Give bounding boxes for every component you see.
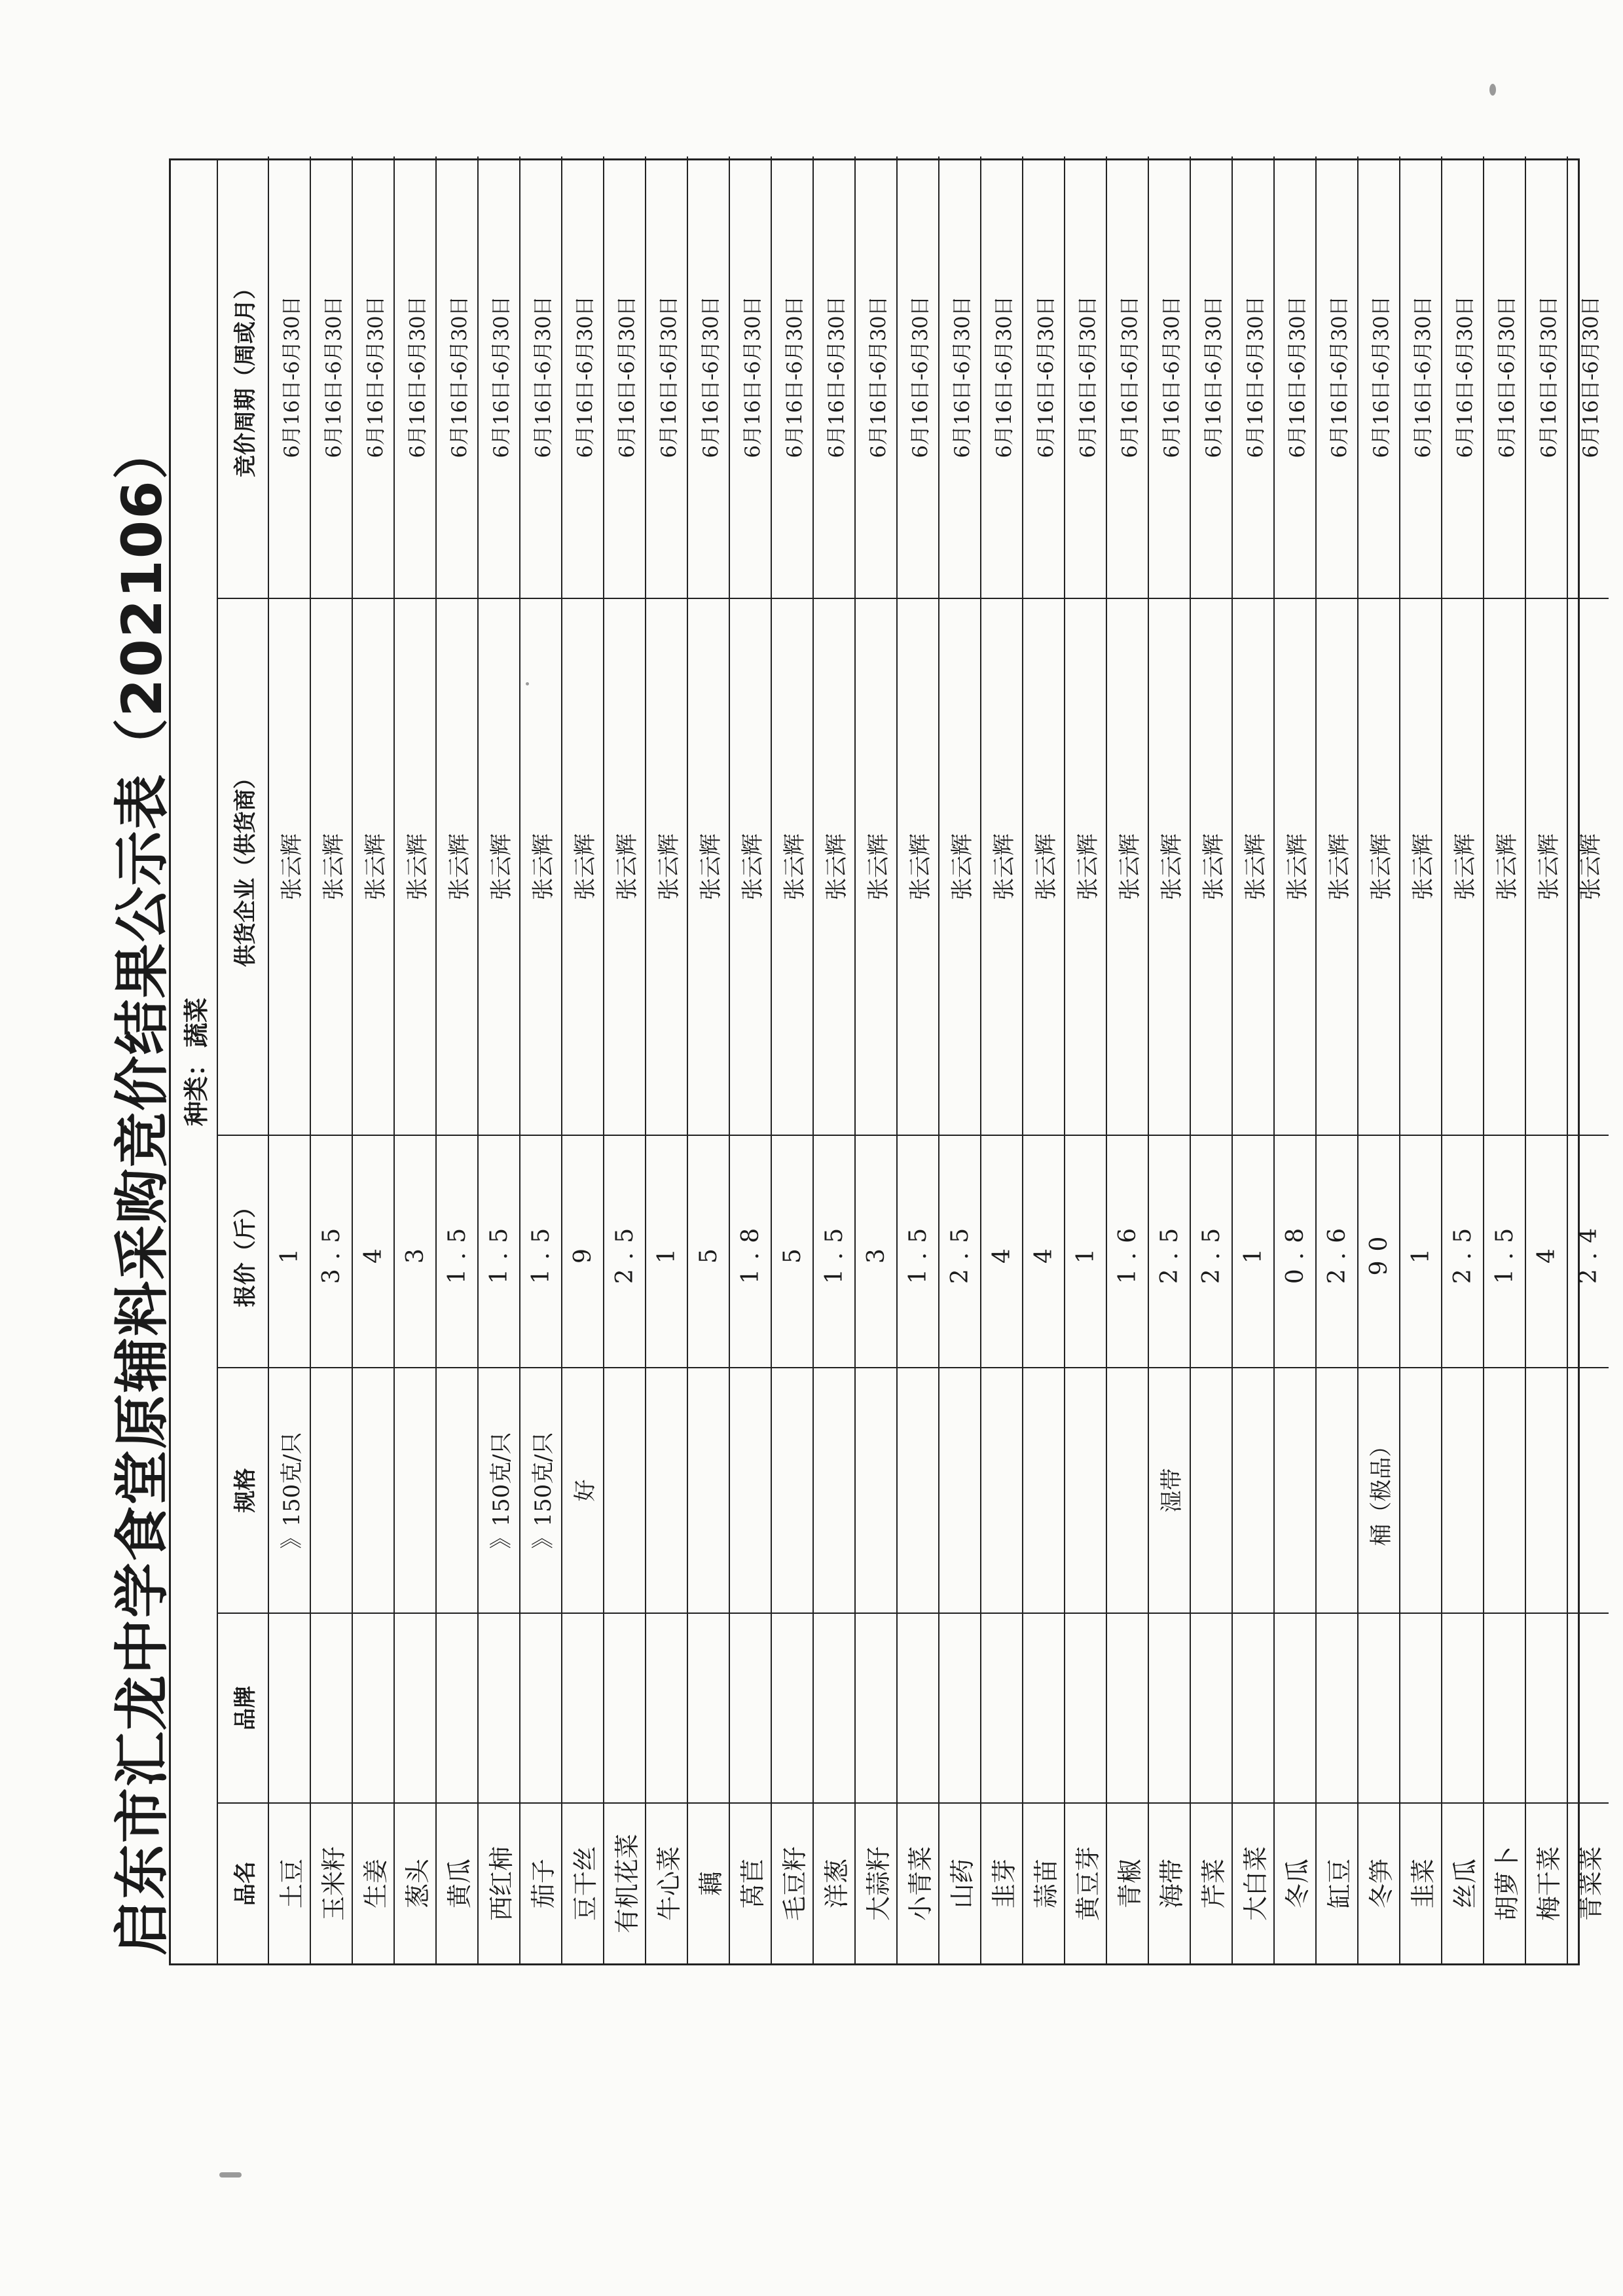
table-body	[268, 156, 1609, 1963]
cell-name: 冬瓜	[1274, 1803, 1316, 1963]
cell-spec: 好	[562, 1368, 604, 1613]
cell-period: 6月16日-6月30日	[855, 156, 897, 598]
cell-brand	[436, 1613, 478, 1803]
cell-brand	[646, 1613, 687, 1803]
cell-supplier: 张云辉	[268, 598, 310, 1135]
header-spec: 规格	[218, 1368, 268, 1613]
cell-brand	[562, 1613, 604, 1803]
cell-period: 6月16日-6月30日	[1400, 156, 1442, 598]
cell-supplier: 张云辉	[436, 598, 478, 1135]
table-row	[1148, 156, 1190, 1963]
cell-name: 蒜苗	[1023, 1803, 1065, 1963]
table-row	[729, 156, 771, 1963]
cell-brand	[897, 1613, 939, 1803]
cell-price: 1.8	[729, 1135, 771, 1368]
cell-supplier: 张云辉	[394, 598, 436, 1135]
cell-spec	[939, 1368, 981, 1613]
cell-price: 2.5	[939, 1135, 981, 1368]
cell-name: 小青菜	[897, 1803, 939, 1963]
cell-period: 6月16日-6月30日	[436, 156, 478, 598]
cell-price: 1	[1400, 1135, 1442, 1368]
cell-name: 有机花菜	[604, 1803, 646, 1963]
cell-supplier: 张云辉	[729, 598, 771, 1135]
cell-spec	[646, 1368, 687, 1613]
cell-spec: 》150克/只	[520, 1368, 562, 1613]
scan-speck	[1489, 84, 1496, 96]
table-row	[646, 156, 687, 1963]
cell-supplier: 张云辉	[1023, 598, 1065, 1135]
cell-price: 1	[268, 1135, 310, 1368]
cell-brand	[1274, 1613, 1316, 1803]
cell-price: 1.5	[520, 1135, 562, 1368]
cell-brand	[729, 1613, 771, 1803]
cell-price: 2.4	[1567, 1135, 1609, 1368]
cell-period: 6月16日-6月30日	[1065, 156, 1106, 598]
cell-spec	[729, 1368, 771, 1613]
table-row	[1484, 156, 1525, 1963]
cell-price: 90	[1358, 1135, 1400, 1368]
cell-spec	[1525, 1368, 1567, 1613]
header-period: 竞价周期（周或月）	[218, 156, 268, 598]
cell-name: 莴苣	[729, 1803, 771, 1963]
table-row	[1023, 156, 1065, 1963]
cell-supplier: 张云辉	[1525, 598, 1567, 1135]
cell-price: 1.5	[813, 1135, 855, 1368]
cell-period: 6月16日-6月30日	[646, 156, 687, 598]
cell-name: 牛心菜	[646, 1803, 687, 1963]
table-row	[981, 156, 1023, 1963]
cell-supplier: 张云辉	[1567, 598, 1609, 1135]
cell-price: 2.5	[1442, 1135, 1484, 1368]
cell-period: 6月16日-6月30日	[1190, 156, 1232, 598]
cell-price: 5	[687, 1135, 729, 1368]
cell-price: 4	[1525, 1135, 1567, 1368]
cell-name: 豆干丝	[562, 1803, 604, 1963]
cell-period: 6月16日-6月30日	[687, 156, 729, 598]
cell-brand	[1106, 1613, 1148, 1803]
cell-price: 9	[562, 1135, 604, 1368]
cell-spec	[1190, 1368, 1232, 1613]
cell-spec: 湿带	[1148, 1368, 1190, 1613]
cell-period: 6月16日-6月30日	[268, 156, 310, 598]
cell-name: 胡萝卜	[1484, 1803, 1525, 1963]
cell-price: 1	[1065, 1135, 1106, 1368]
cell-name: 葱头	[394, 1803, 436, 1963]
cell-brand	[771, 1613, 813, 1803]
table-row	[520, 156, 562, 1963]
cell-spec	[1442, 1368, 1484, 1613]
cell-brand	[478, 1613, 520, 1803]
cell-supplier: 张云辉	[352, 598, 394, 1135]
cell-supplier: 张云辉	[1442, 598, 1484, 1135]
table-row	[813, 156, 855, 1963]
category-line	[171, 160, 218, 1963]
cell-price: 1.5	[436, 1135, 478, 1368]
table-row	[1525, 156, 1567, 1963]
cell-supplier: 张云辉	[562, 598, 604, 1135]
cell-supplier: 张云辉	[939, 598, 981, 1135]
category-label: 种类：	[181, 1051, 211, 1127]
cell-name: 黄瓜	[436, 1803, 478, 1963]
cell-brand	[813, 1613, 855, 1803]
header-brand: 品牌	[218, 1613, 268, 1803]
cell-name: 茄子	[520, 1803, 562, 1963]
cell-brand	[268, 1613, 310, 1803]
cell-name: 韭芽	[981, 1803, 1023, 1963]
cell-period: 6月16日-6月30日	[1232, 156, 1274, 598]
cell-supplier: 张云辉	[1400, 598, 1442, 1135]
cell-spec	[1484, 1368, 1525, 1613]
cell-name: 大蒜籽	[855, 1803, 897, 1963]
cell-price: 3	[394, 1135, 436, 1368]
table-row	[1190, 156, 1232, 1963]
cell-spec	[436, 1368, 478, 1613]
table-row	[1274, 156, 1316, 1963]
table-row	[1442, 156, 1484, 1963]
cell-supplier: 张云辉	[1148, 598, 1190, 1135]
cell-period: 6月16日-6月30日	[604, 156, 646, 598]
cell-period: 6月16日-6月30日	[1106, 156, 1148, 598]
cell-name: 海带	[1148, 1803, 1190, 1963]
cell-name: 韭菜	[1400, 1803, 1442, 1963]
table-row	[855, 156, 897, 1963]
cell-spec	[771, 1368, 813, 1613]
cell-supplier: 张云辉	[478, 598, 520, 1135]
results-table	[218, 156, 1609, 1963]
cell-period: 6月16日-6月30日	[1567, 156, 1609, 598]
cell-supplier: 张云辉	[604, 598, 646, 1135]
cell-price: 1.5	[897, 1135, 939, 1368]
cell-name: 丝瓜	[1442, 1803, 1484, 1963]
cell-brand	[394, 1613, 436, 1803]
cell-name: 缸豆	[1316, 1803, 1358, 1963]
cell-spec	[1106, 1368, 1148, 1613]
cell-period: 6月16日-6月30日	[394, 156, 436, 598]
table-row	[478, 156, 520, 1963]
cell-supplier: 张云辉	[1316, 598, 1358, 1135]
cell-brand	[1442, 1613, 1484, 1803]
cell-price: 1	[1232, 1135, 1274, 1368]
cell-price: 2.5	[1190, 1135, 1232, 1368]
cell-supplier: 张云辉	[687, 598, 729, 1135]
cell-brand	[1023, 1613, 1065, 1803]
cell-supplier: 张云辉	[855, 598, 897, 1135]
cell-name: 西红柿	[478, 1803, 520, 1963]
cell-supplier: 张云辉	[1484, 598, 1525, 1135]
cell-price: 4	[352, 1135, 394, 1368]
cell-period: 6月16日-6月30日	[562, 156, 604, 598]
cell-name: 黄豆芽	[1065, 1803, 1106, 1963]
header-row	[218, 156, 268, 1963]
cell-period: 6月16日-6月30日	[520, 156, 562, 598]
cell-brand	[1525, 1613, 1567, 1803]
cell-price: 4	[1023, 1135, 1065, 1368]
table-row	[897, 156, 939, 1963]
cell-supplier: 张云辉	[310, 598, 352, 1135]
cell-price: 2.5	[604, 1135, 646, 1368]
cell-supplier: 张云辉	[771, 598, 813, 1135]
cell-price: 1.6	[1106, 1135, 1148, 1368]
cell-spec	[1023, 1368, 1065, 1613]
cell-name: 芹菜	[1190, 1803, 1232, 1963]
cell-spec	[981, 1368, 1023, 1613]
cell-name: 青菜菜	[1567, 1803, 1609, 1963]
cell-supplier: 张云辉	[897, 598, 939, 1135]
cell-name: 毛豆籽	[771, 1803, 813, 1963]
cell-spec	[813, 1368, 855, 1613]
scan-speck	[219, 2172, 242, 2178]
cell-brand	[855, 1613, 897, 1803]
table-row	[1065, 156, 1106, 1963]
cell-supplier: 张云辉	[981, 598, 1023, 1135]
cell-brand	[1190, 1613, 1232, 1803]
cell-name: 生姜	[352, 1803, 394, 1963]
cell-spec	[310, 1368, 352, 1613]
table-row	[268, 156, 310, 1963]
cell-period: 6月16日-6月30日	[352, 156, 394, 598]
cell-name: 冬笋	[1358, 1803, 1400, 1963]
cell-spec	[1567, 1368, 1609, 1613]
cell-brand	[1148, 1613, 1190, 1803]
table-row	[1316, 156, 1358, 1963]
cell-brand	[981, 1613, 1023, 1803]
cell-period: 6月16日-6月30日	[478, 156, 520, 598]
cell-price: 1.5	[478, 1135, 520, 1368]
cell-spec	[394, 1368, 436, 1613]
cell-supplier: 张云辉	[1190, 598, 1232, 1135]
page-title: 启东市汇龙中学食堂原辅料采购竞价结果公示表（202106）	[110, 423, 174, 1956]
cell-period: 6月16日-6月30日	[729, 156, 771, 598]
cell-name: 土豆	[268, 1803, 310, 1963]
cell-brand	[1065, 1613, 1106, 1803]
cell-brand	[1232, 1613, 1274, 1803]
cell-brand	[1484, 1613, 1525, 1803]
cell-period: 6月16日-6月30日	[1442, 156, 1484, 598]
cell-period: 6月16日-6月30日	[1316, 156, 1358, 598]
cell-spec	[1316, 1368, 1358, 1613]
cell-spec: 》150克/只	[268, 1368, 310, 1613]
results-table-container	[169, 158, 1605, 1965]
cell-name: 青椒	[1106, 1803, 1148, 1963]
cell-price: 5	[771, 1135, 813, 1368]
cell-brand	[687, 1613, 729, 1803]
table-row	[939, 156, 981, 1963]
cell-supplier: 张云辉	[1106, 598, 1148, 1135]
cell-period: 6月16日-6月30日	[897, 156, 939, 598]
cell-supplier: 张云辉	[1065, 598, 1106, 1135]
cell-period: 6月16日-6月30日	[1484, 156, 1525, 598]
cell-price: 4	[981, 1135, 1023, 1368]
cell-name: 山药	[939, 1803, 981, 1963]
cell-brand	[604, 1613, 646, 1803]
cell-brand	[1567, 1613, 1609, 1803]
cell-brand	[1400, 1613, 1442, 1803]
cell-name: 洋葱	[813, 1803, 855, 1963]
table-row	[1358, 156, 1400, 1963]
cell-period: 6月16日-6月30日	[981, 156, 1023, 598]
cell-price: 2.6	[1316, 1135, 1358, 1368]
table-row	[352, 156, 394, 1963]
cell-spec: 》150克/只	[478, 1368, 520, 1613]
cell-brand	[310, 1613, 352, 1803]
cell-supplier: 张云辉	[520, 598, 562, 1135]
cell-period: 6月16日-6月30日	[1274, 156, 1316, 598]
header-price: 报价（斤）	[218, 1135, 268, 1368]
cell-spec	[855, 1368, 897, 1613]
scan-speck	[526, 682, 529, 685]
cell-spec	[1274, 1368, 1316, 1613]
cell-supplier: 张云辉	[1274, 598, 1316, 1135]
cell-spec	[897, 1368, 939, 1613]
cell-name: 玉米籽	[310, 1803, 352, 1963]
table-row	[436, 156, 478, 1963]
header-name: 品名	[218, 1803, 268, 1963]
table-row	[687, 156, 729, 1963]
cell-price: 0.8	[1274, 1135, 1316, 1368]
table-row	[1232, 156, 1274, 1963]
cell-period: 6月16日-6月30日	[310, 156, 352, 598]
cell-price: 3.5	[310, 1135, 352, 1368]
category-value: 蔬菜	[181, 997, 211, 1048]
cell-price: 2.5	[1148, 1135, 1190, 1368]
cell-period: 6月16日-6月30日	[1148, 156, 1190, 598]
table-row	[1567, 156, 1609, 1963]
cell-supplier: 张云辉	[646, 598, 687, 1135]
cell-period: 6月16日-6月30日	[813, 156, 855, 598]
cell-brand	[520, 1613, 562, 1803]
cell-spec	[604, 1368, 646, 1613]
cell-period: 6月16日-6月30日	[1023, 156, 1065, 598]
cell-brand	[939, 1613, 981, 1803]
table-row	[1106, 156, 1148, 1963]
table-row	[771, 156, 813, 1963]
cell-supplier: 张云辉	[1358, 598, 1400, 1135]
cell-period: 6月16日-6月30日	[1358, 156, 1400, 598]
cell-period: 6月16日-6月30日	[1525, 156, 1567, 598]
cell-brand	[352, 1613, 394, 1803]
cell-price: 1	[646, 1135, 687, 1368]
cell-brand	[1316, 1613, 1358, 1803]
cell-spec	[352, 1368, 394, 1613]
table-row	[604, 156, 646, 1963]
cell-period: 6月16日-6月30日	[771, 156, 813, 598]
table-row	[562, 156, 604, 1963]
header-supplier: 供货企业（供货商）	[218, 598, 268, 1135]
cell-name: 大白菜	[1232, 1803, 1274, 1963]
cell-period: 6月16日-6月30日	[939, 156, 981, 598]
cell-spec: 桶（极品）	[1358, 1368, 1400, 1613]
cell-supplier: 张云辉	[813, 598, 855, 1135]
cell-brand	[1358, 1613, 1400, 1803]
cell-name: 藕	[687, 1803, 729, 1963]
cell-spec	[1232, 1368, 1274, 1613]
cell-price: 1.5	[1484, 1135, 1525, 1368]
cell-spec	[1400, 1368, 1442, 1613]
table-row	[394, 156, 436, 1963]
table-row	[1400, 156, 1442, 1963]
cell-price: 3	[855, 1135, 897, 1368]
cell-name: 梅干菜	[1525, 1803, 1567, 1963]
cell-spec	[1065, 1368, 1106, 1613]
cell-spec	[687, 1368, 729, 1613]
cell-supplier: 张云辉	[1232, 598, 1274, 1135]
table-row	[310, 156, 352, 1963]
